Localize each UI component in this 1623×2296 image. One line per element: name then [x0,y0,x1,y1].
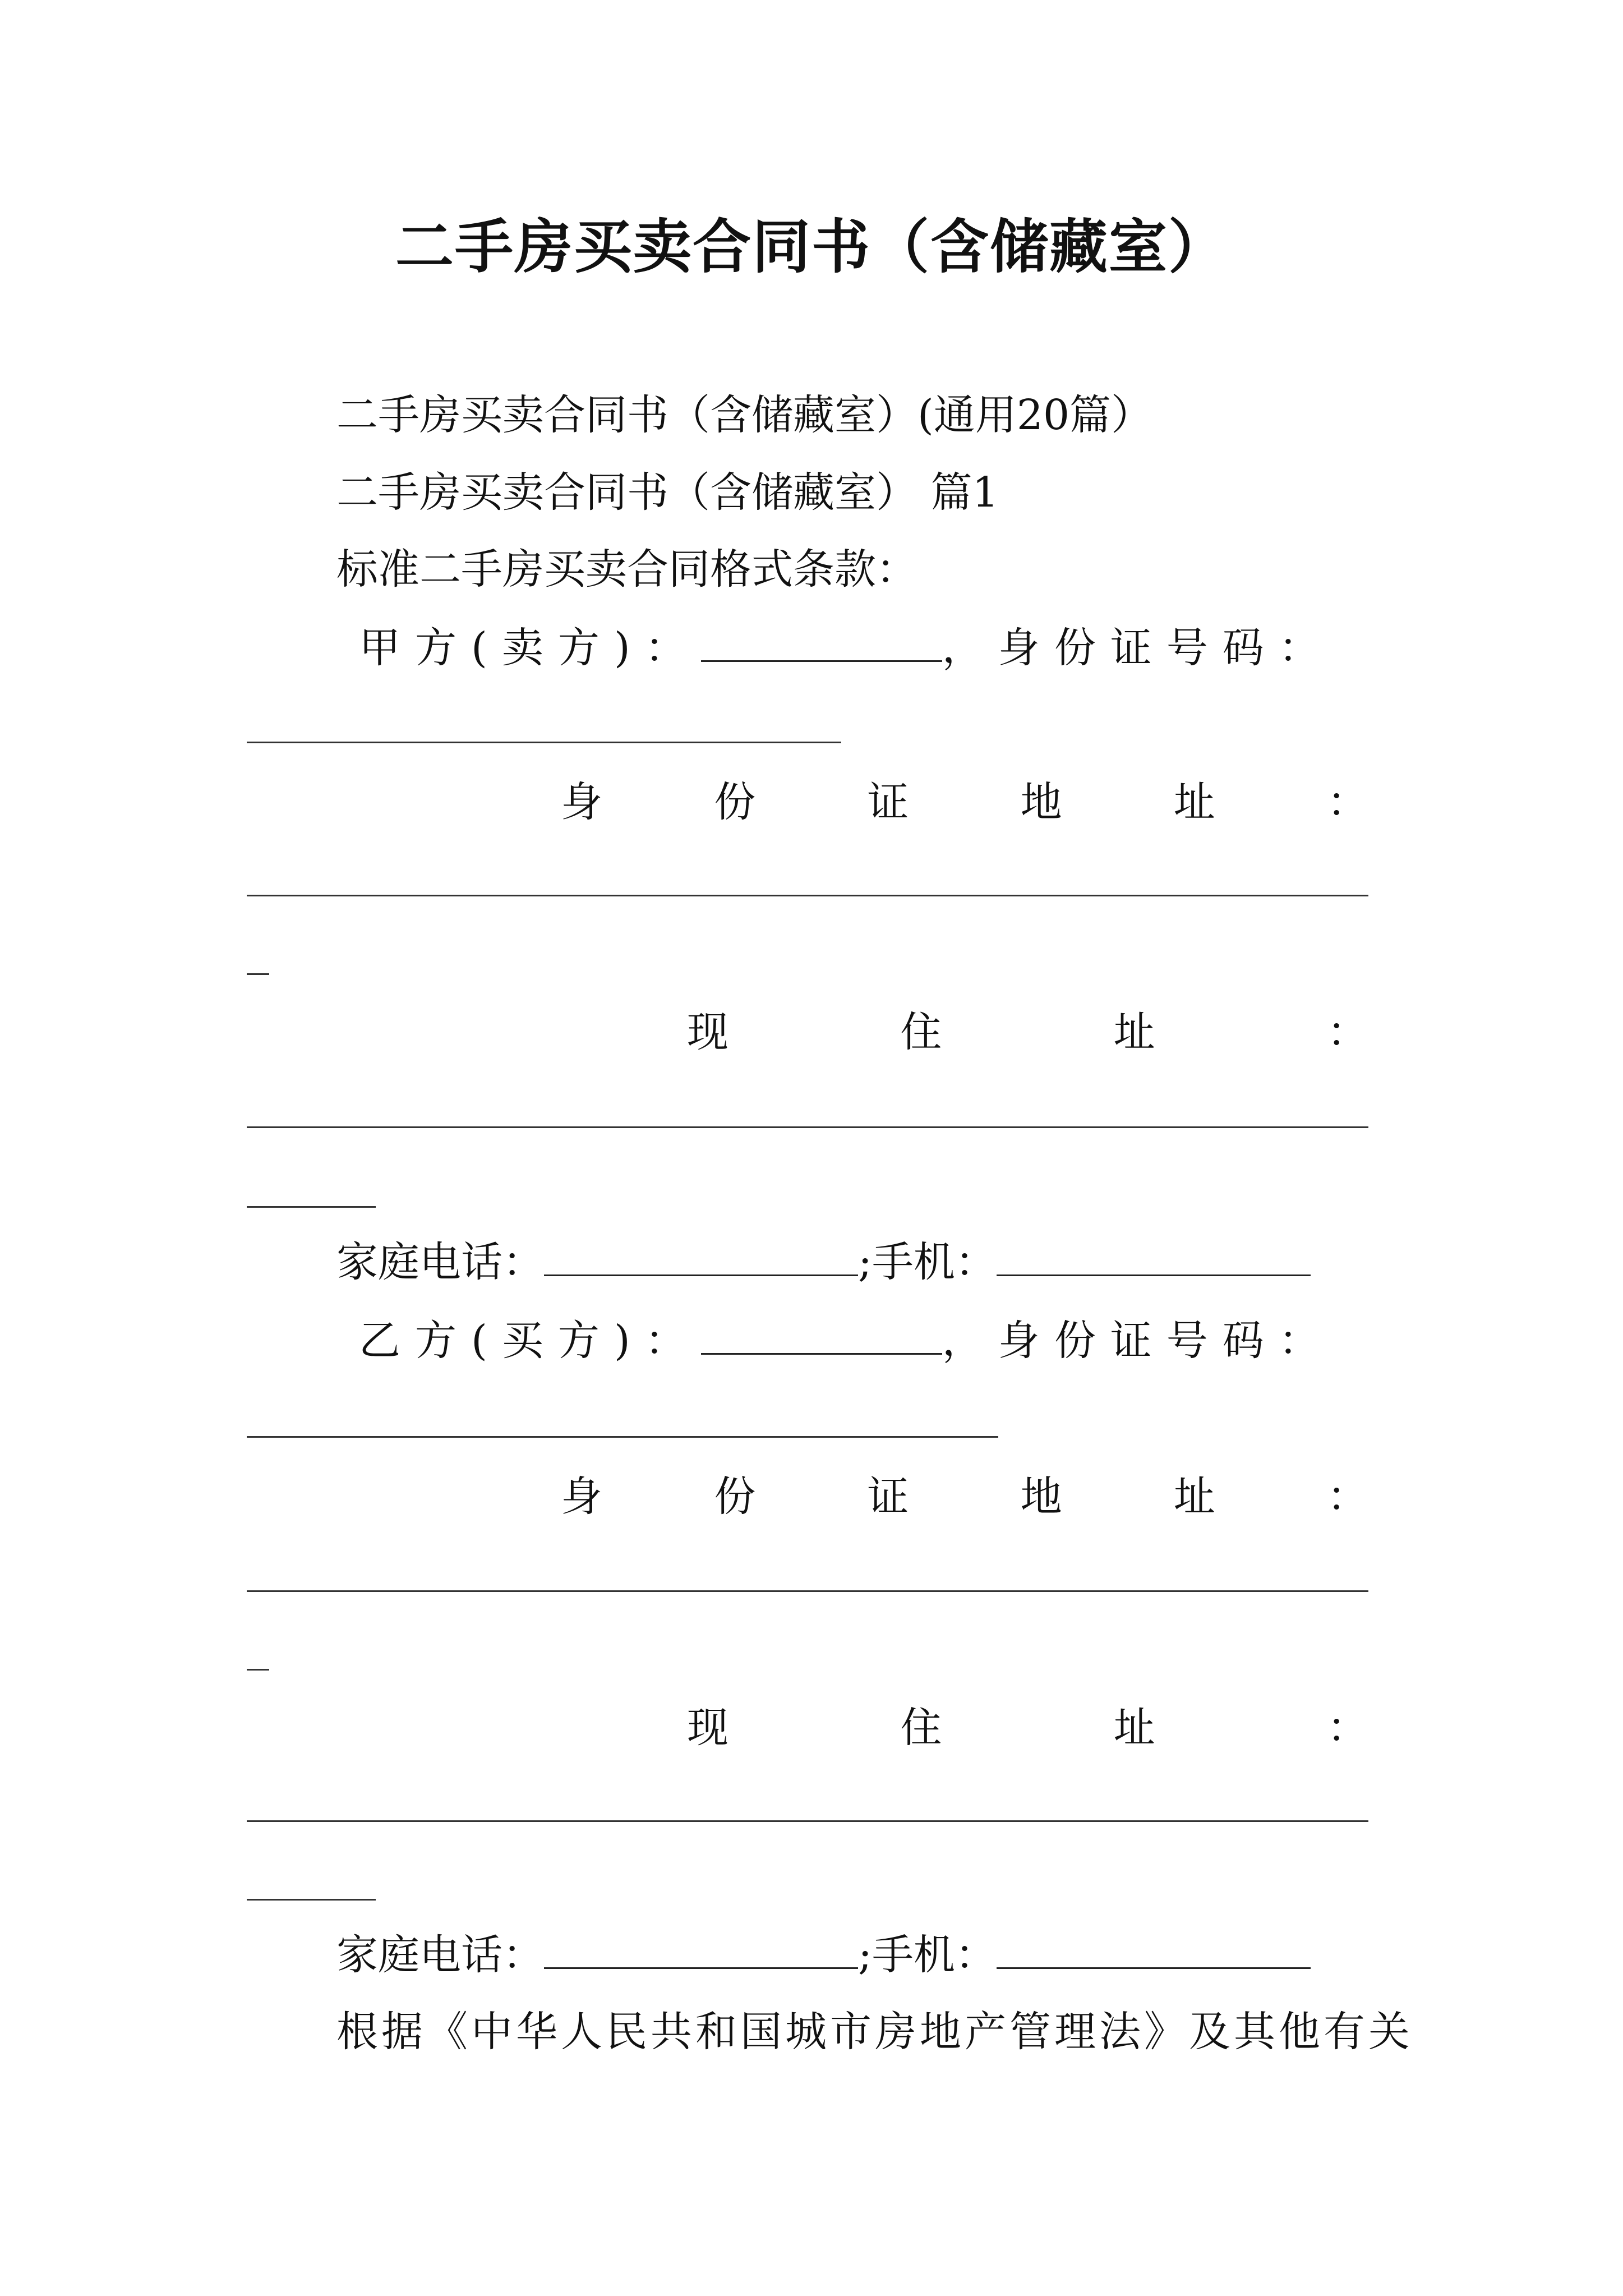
intro-text: 标准二手房买卖合同格式条款： [336,545,917,593]
party-b-phone-line [336,1927,1311,1983]
char: ： [1326,778,1368,826]
char: 身 [561,778,602,826]
party-a-phone-line [336,1234,1311,1290]
party-b-mobile-label: ;手机： [858,1931,997,1979]
party-b-home-phone-label: 家庭电话： [336,1931,544,1979]
char: 住 [900,1704,942,1752]
party-b-line [359,1313,1335,1369]
char: ： [1326,1008,1368,1056]
char: 址 [1173,778,1215,826]
party-a-home-phone-blank [544,1235,858,1276]
party-a-mobile-blank [997,1235,1311,1276]
char: 址 [1113,1008,1155,1056]
char: 份 [714,1473,756,1521]
party-b-name-blank [701,1314,942,1355]
party-b-label: 乙方(买方)： [359,1317,701,1365]
char: ： [1326,1473,1368,1521]
party-a-id-label: ，身份证号码： [942,624,1335,672]
char: 现 [687,1008,728,1056]
party-b-id-address-blank-cont [247,1669,269,1671]
char: 地 [1020,1473,1062,1521]
party-a-current-address-blank-cont [247,1206,376,1208]
party-b-current-address-blank-cont [247,1899,376,1901]
party-b-current-address-blank [247,1820,1368,1822]
char: 份 [714,778,756,826]
party-a-current-address-blank [247,1126,1368,1128]
party-b-id-address-blank [247,1590,1368,1592]
char: 现 [687,1704,728,1752]
party-a-mobile-label: ;手机： [858,1238,997,1286]
char: 身 [561,1473,602,1521]
closing-line: 根据《中华人民共和国城市房地产管理法》及其他有关 [336,2008,1413,2056]
party-a-id-address-blank [247,895,1368,896]
party-a-label: 甲方(卖方)： [359,624,701,672]
section-heading: 二手房买卖合同书（含储藏室） 篇1 [336,468,999,517]
party-a-id-address-blank-cont [247,973,269,975]
char: 证 [867,1473,909,1521]
char: 证 [867,778,909,826]
char: 址 [1173,1473,1215,1521]
party-a-id-number-blank [247,742,841,743]
party-b-current-address-label [687,1700,1368,1756]
party-a-name-blank [701,621,942,662]
party-a-id-address-label [561,774,1368,830]
party-b-home-phone-blank [544,1928,858,1969]
party-b-id-number-blank [247,1436,998,1438]
party-b-id-label: ，身份证号码： [942,1317,1335,1365]
char: 地 [1020,778,1062,826]
char: 住 [900,1008,942,1056]
char: 址 [1113,1704,1155,1752]
party-b-mobile-blank [997,1928,1311,1969]
char: ： [1326,1704,1368,1752]
document-subtitle: 二手房买卖合同书（含储藏室）(通用20篇） [336,391,1153,439]
party-a-current-address-label [687,1004,1368,1060]
party-a-home-phone-label: 家庭电话： [336,1238,544,1286]
party-a-line [359,620,1335,676]
party-b-id-address-label [561,1469,1368,1525]
document-title: 二手房买卖合同书（含储藏室） [395,212,1228,281]
